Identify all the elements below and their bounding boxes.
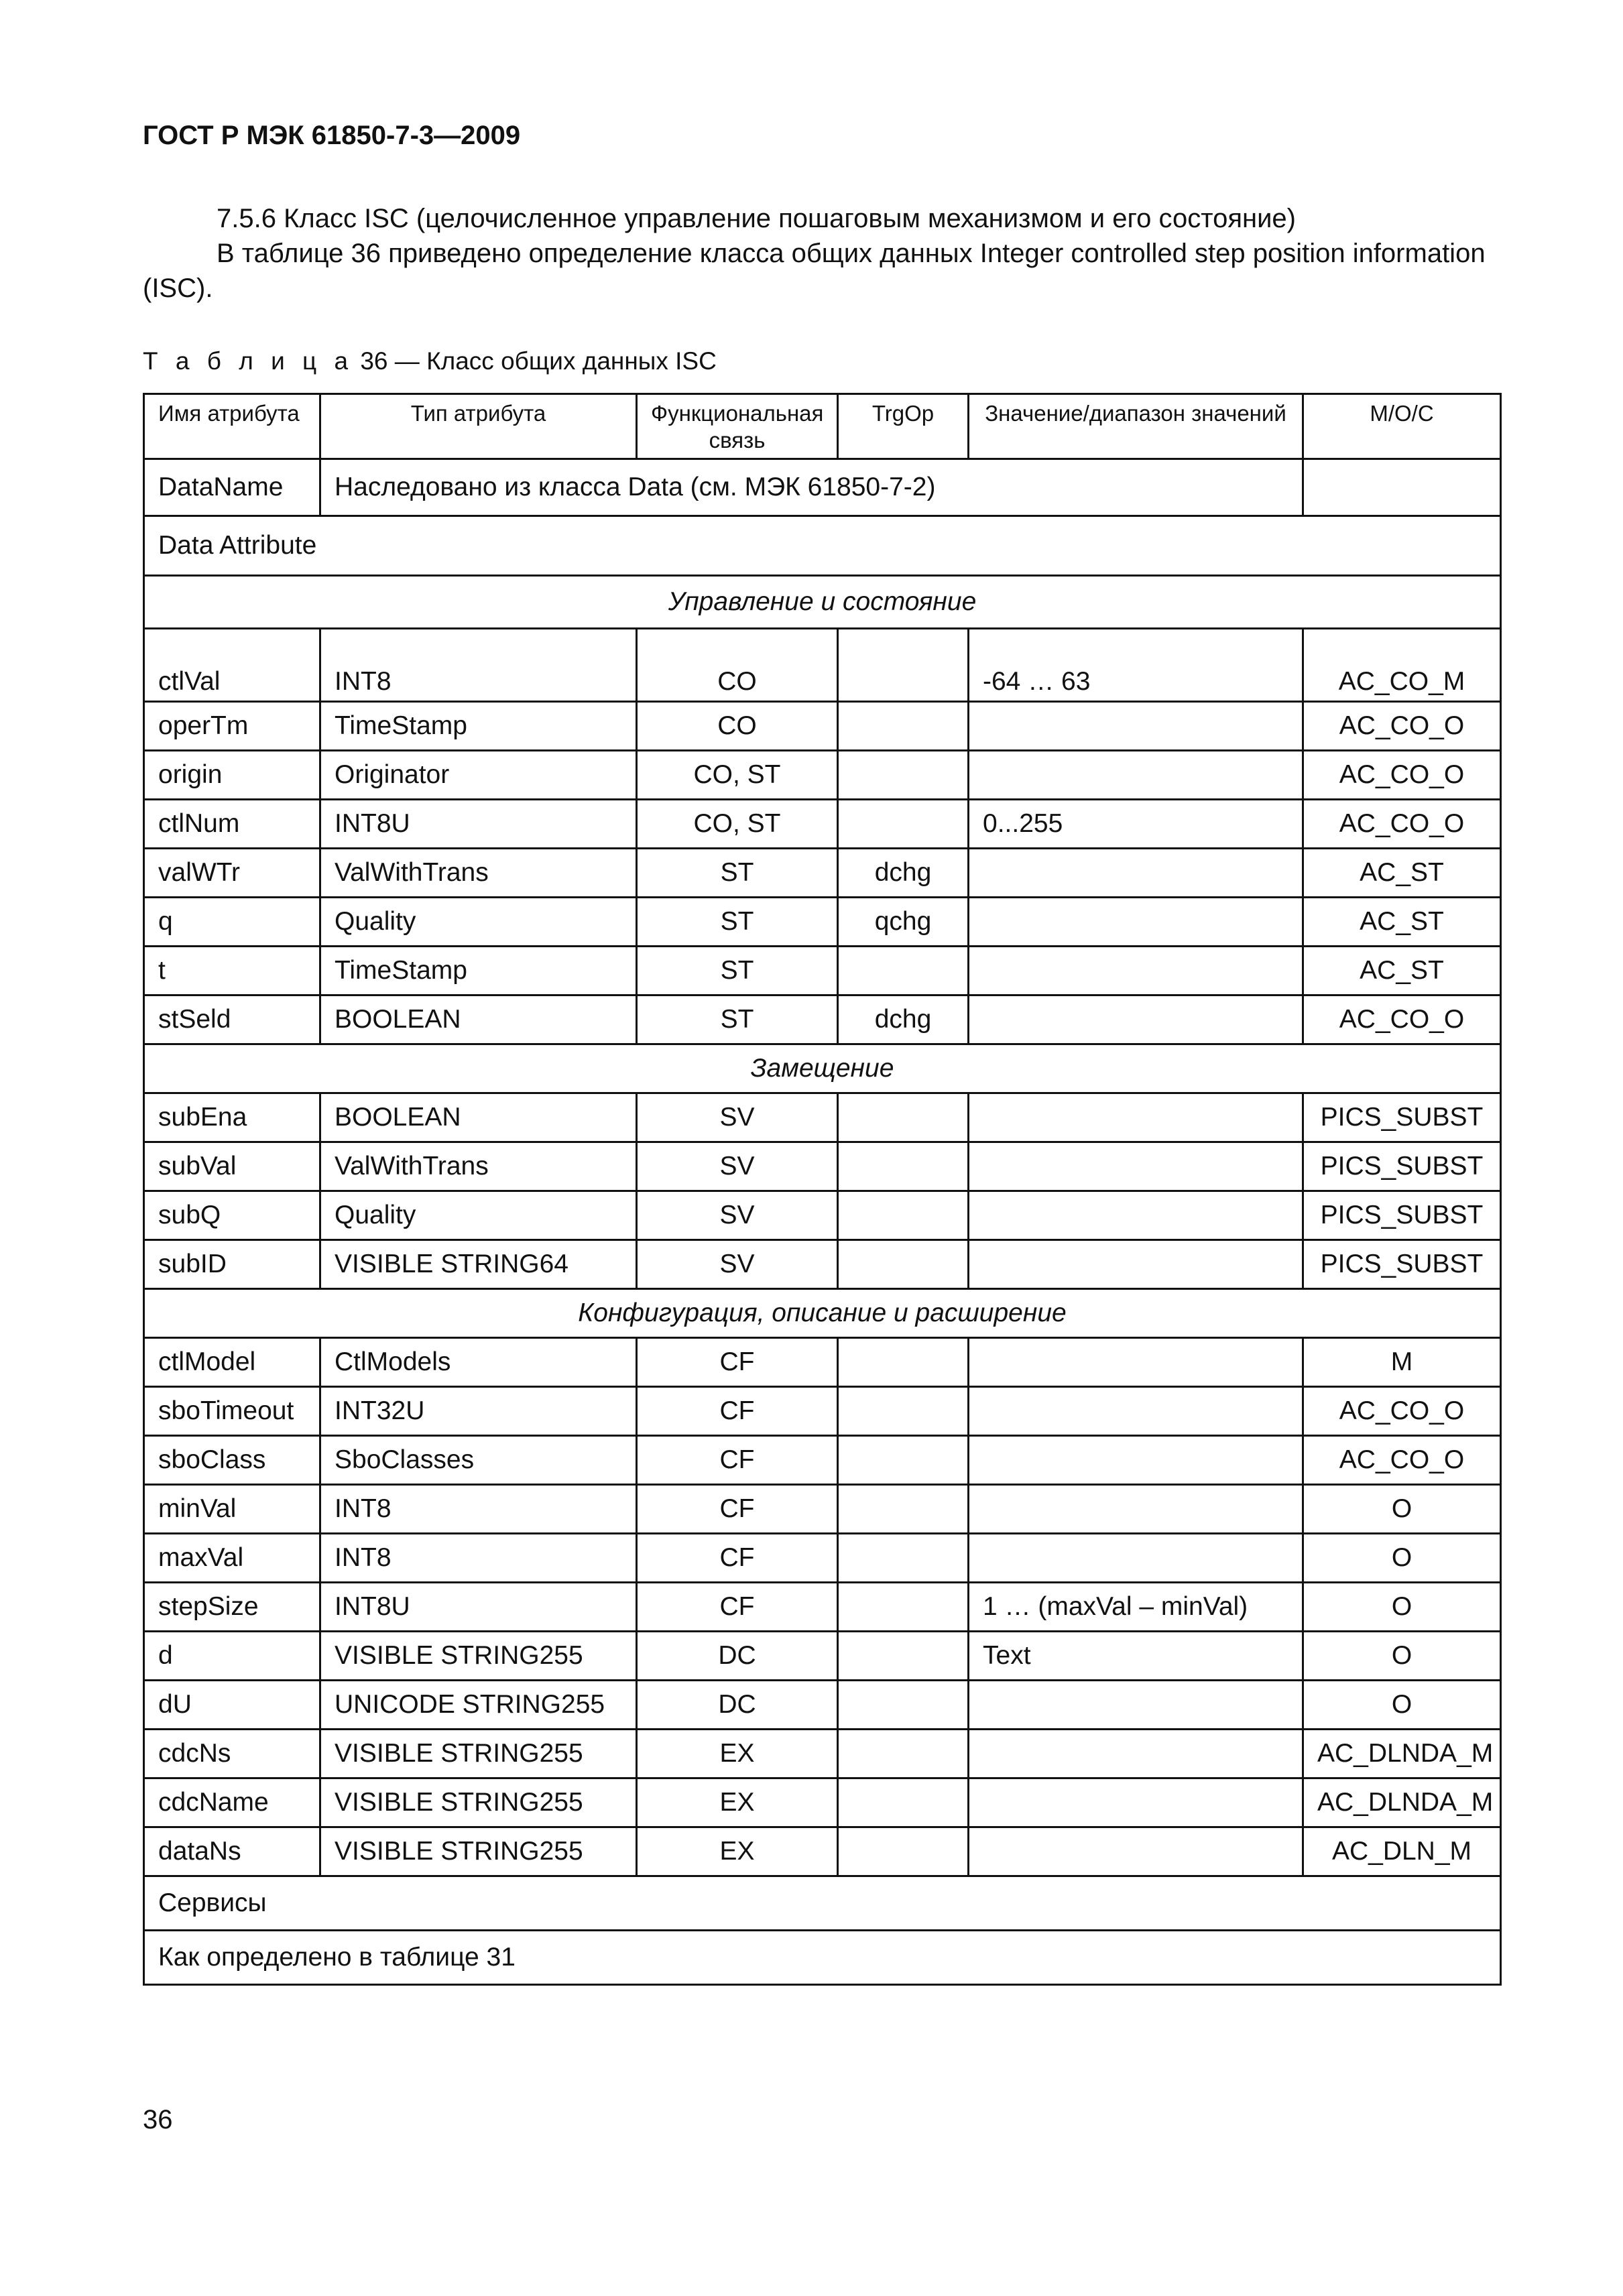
table-cell: cdcName	[144, 1778, 320, 1827]
table-cell	[838, 947, 969, 995]
services-text: Как определено в таблице 31	[144, 1931, 1501, 1985]
table-cell: ctlVal	[144, 629, 320, 702]
table-cell: EX	[637, 1778, 838, 1827]
section-row	[144, 1289, 1501, 1338]
table-row	[144, 629, 1501, 702]
table-cell	[838, 1436, 969, 1485]
table-cell	[838, 1387, 969, 1436]
column-header: Тип атрибута	[320, 394, 637, 459]
table-cell: PICS_SUBST	[1303, 1142, 1501, 1191]
table-row	[144, 1387, 1501, 1436]
section-paragraph-text: В таблице 36 приведено определение класса общих данных Integer controlled step position information (ISC).	[143, 239, 1486, 303]
table-cell	[838, 1240, 969, 1289]
table-cell: AC_ST	[1303, 947, 1501, 995]
table-cell	[838, 702, 969, 751]
table-cell: subVal	[144, 1142, 320, 1191]
table-cell	[838, 1534, 969, 1583]
table-cell: INT8	[320, 629, 637, 702]
table-row	[144, 1778, 1501, 1827]
table-cell	[838, 1681, 969, 1730]
document-header: ГОСТ Р МЭК 61850-7-3—2009	[143, 121, 521, 150]
table-cell: -64 … 63	[969, 629, 1303, 702]
table-cell: AC_CO_O	[1303, 751, 1501, 800]
table-row	[144, 1338, 1501, 1387]
table-cell: INT32U	[320, 1387, 637, 1436]
table-cell: ST	[637, 849, 838, 898]
table-cell: cdcNs	[144, 1730, 320, 1778]
table-caption	[143, 347, 717, 375]
table-cell	[969, 947, 1303, 995]
table-cell: subEna	[144, 1093, 320, 1142]
table-row	[144, 995, 1501, 1044]
table-cell	[838, 1485, 969, 1534]
table-cell: VISIBLE STRING64	[320, 1240, 637, 1289]
table-row	[144, 702, 1501, 751]
table-cell: DC	[637, 1632, 838, 1681]
table-cell: ctlNum	[144, 800, 320, 849]
table-cell: valWTr	[144, 849, 320, 898]
table-cell: O	[1303, 1583, 1501, 1632]
table-cell: VISIBLE STRING255	[320, 1778, 637, 1827]
table-cell: SV	[637, 1191, 838, 1240]
table-cell: AC_ST	[1303, 898, 1501, 947]
table-cell	[969, 1387, 1303, 1436]
table-cell: CF	[637, 1436, 838, 1485]
table-cell: CO, ST	[637, 800, 838, 849]
table-row	[144, 849, 1501, 898]
table-cell: ST	[637, 995, 838, 1044]
page-number: 36	[143, 2105, 173, 2134]
table-cell: BOOLEAN	[320, 995, 637, 1044]
table-cell: subID	[144, 1240, 320, 1289]
table-cell	[838, 1583, 969, 1632]
table-cell	[838, 1142, 969, 1191]
table-cell: CtlModels	[320, 1338, 637, 1387]
table-cell	[838, 1191, 969, 1240]
table-cell: Quality	[320, 1191, 637, 1240]
table-cell: subQ	[144, 1191, 320, 1240]
table-row	[144, 1534, 1501, 1583]
table-cell: TimeStamp	[320, 947, 637, 995]
table-cell	[969, 1436, 1303, 1485]
table-row	[144, 1436, 1501, 1485]
table-cell	[969, 1485, 1303, 1534]
table-cell: CO, ST	[637, 751, 838, 800]
table-cell: 0...255	[969, 800, 1303, 849]
table-cell: 1 … (maxVal – minVal)	[969, 1583, 1303, 1632]
table-cell: PICS_SUBST	[1303, 1191, 1501, 1240]
table-cell: AC_CO_M	[1303, 629, 1501, 702]
table-cell	[969, 702, 1303, 751]
table-cell: INT8U	[320, 1583, 637, 1632]
table-cell: d	[144, 1632, 320, 1681]
table-cell	[969, 1142, 1303, 1191]
table-cell: Text	[969, 1632, 1303, 1681]
table-row	[144, 800, 1501, 849]
table-cell: O	[1303, 1485, 1501, 1534]
table-cell: AC_DLN_M	[1303, 1827, 1501, 1876]
table-cell: Originator	[320, 751, 637, 800]
section-title: Конфигурация, описание и расширение	[144, 1289, 1501, 1338]
table-cell: CF	[637, 1387, 838, 1436]
table-cell	[838, 629, 969, 702]
table-cell	[969, 898, 1303, 947]
table-row	[144, 898, 1501, 947]
data-attribute-label: Data Attribute	[144, 516, 1501, 576]
table-cell: PICS_SUBST	[1303, 1240, 1501, 1289]
table-cell: dchg	[838, 849, 969, 898]
table-cell: ctlModel	[144, 1338, 320, 1387]
table-cell: origin	[144, 751, 320, 800]
services-text-row	[144, 1931, 1501, 1985]
table-cell: O	[1303, 1632, 1501, 1681]
section-heading	[143, 201, 1497, 236]
dataname-label: DataName	[144, 459, 320, 516]
table-cell: SV	[637, 1093, 838, 1142]
table-cell: CO	[637, 629, 838, 702]
table-cell: q	[144, 898, 320, 947]
table-row	[144, 751, 1501, 800]
table-caption-text: 36 — Класс общих данных ISC	[360, 347, 717, 375]
column-header: Функциональная связь	[637, 394, 838, 459]
table-cell: SV	[637, 1240, 838, 1289]
table-cell	[969, 1191, 1303, 1240]
table-cell: CO	[637, 702, 838, 751]
column-header: M/O/C	[1303, 394, 1501, 459]
table-cell	[969, 1730, 1303, 1778]
table-row	[144, 1142, 1501, 1191]
table-cell: AC_DLNDA_M	[1303, 1730, 1501, 1778]
table-cell: AC_CO_O	[1303, 1436, 1501, 1485]
table-cell: INT8	[320, 1485, 637, 1534]
table-row	[144, 1827, 1501, 1876]
table-cell: SV	[637, 1142, 838, 1191]
isc-table	[143, 393, 1502, 1986]
table-cell	[969, 1338, 1303, 1387]
table-cell: dataNs	[144, 1827, 320, 1876]
table-caption-prefix: Т а б л и ц а	[143, 347, 354, 375]
table-cell	[838, 1778, 969, 1827]
table-cell: AC_CO_O	[1303, 995, 1501, 1044]
table-cell: dchg	[838, 995, 969, 1044]
table-row	[144, 1093, 1501, 1142]
table-cell: operTm	[144, 702, 320, 751]
data-attribute-row	[144, 516, 1501, 576]
table-row	[144, 1485, 1501, 1534]
table-row	[144, 1583, 1501, 1632]
services-label: Сервисы	[144, 1876, 1501, 1931]
table-cell: EX	[637, 1730, 838, 1778]
column-header: TrgOp	[838, 394, 969, 459]
table-cell: minVal	[144, 1485, 320, 1534]
table-header-row	[144, 394, 1501, 459]
table-cell: CF	[637, 1534, 838, 1583]
table-cell: ValWithTrans	[320, 1142, 637, 1191]
table-cell: M	[1303, 1338, 1501, 1387]
table-cell	[969, 1534, 1303, 1583]
table-cell: O	[1303, 1534, 1501, 1583]
table-cell: VISIBLE STRING255	[320, 1632, 637, 1681]
table-cell: ST	[637, 898, 838, 947]
section-paragraph	[143, 236, 1497, 306]
table-cell: qchg	[838, 898, 969, 947]
table-cell: PICS_SUBST	[1303, 1093, 1501, 1142]
table-cell: sboClass	[144, 1436, 320, 1485]
section-heading-text: 7.5.6 Класс ISC (целочисленное управление пошаговым механизмом и его состояние)	[217, 204, 1296, 233]
table-row	[144, 1240, 1501, 1289]
services-label-row	[144, 1876, 1501, 1931]
table-row	[144, 1730, 1501, 1778]
section-row	[144, 576, 1501, 629]
table-cell	[969, 849, 1303, 898]
dataname-value: Наследовано из класса Data (см. МЭК 61850-7-2)	[320, 459, 1303, 516]
table-cell: SboClasses	[320, 1436, 637, 1485]
table-cell: BOOLEAN	[320, 1093, 637, 1142]
column-header: Имя атрибута	[144, 394, 320, 459]
table-cell	[838, 1827, 969, 1876]
table-row	[144, 1681, 1501, 1730]
table-cell: CF	[637, 1338, 838, 1387]
table-cell: EX	[637, 1827, 838, 1876]
section-title: Управление и состояние	[144, 576, 1501, 629]
table-cell	[969, 1778, 1303, 1827]
table-cell: UNICODE STRING255	[320, 1681, 637, 1730]
table-cell	[838, 1730, 969, 1778]
table-cell: sboTimeout	[144, 1387, 320, 1436]
table-cell	[969, 1681, 1303, 1730]
table-cell	[969, 751, 1303, 800]
column-header: Значение/диапазон значений	[969, 394, 1303, 459]
table-cell: t	[144, 947, 320, 995]
table-cell: VISIBLE STRING255	[320, 1827, 637, 1876]
table-cell	[969, 1240, 1303, 1289]
table-cell: VISIBLE STRING255	[320, 1730, 637, 1778]
table-cell	[969, 1093, 1303, 1142]
table-cell: AC_DLNDA_M	[1303, 1778, 1501, 1827]
table-cell: AC_CO_O	[1303, 800, 1501, 849]
table-cell: INT8	[320, 1534, 637, 1583]
table-cell: AC_ST	[1303, 849, 1501, 898]
table-cell	[838, 751, 969, 800]
section-row	[144, 1044, 1501, 1093]
table-cell: maxVal	[144, 1534, 320, 1583]
table-cell: O	[1303, 1681, 1501, 1730]
table-cell: INT8U	[320, 800, 637, 849]
section-title: Замещение	[144, 1044, 1501, 1093]
table-row	[144, 1632, 1501, 1681]
table-row	[144, 1191, 1501, 1240]
table-cell: Quality	[320, 898, 637, 947]
table-cell	[838, 1093, 969, 1142]
table-cell	[969, 995, 1303, 1044]
table-cell	[838, 800, 969, 849]
table-cell: CF	[637, 1583, 838, 1632]
table-cell: CF	[637, 1485, 838, 1534]
table-cell: stepSize	[144, 1583, 320, 1632]
table-cell	[838, 1632, 969, 1681]
table-cell	[838, 1338, 969, 1387]
table-cell: AC_CO_O	[1303, 1387, 1501, 1436]
table-cell: AC_CO_O	[1303, 702, 1501, 751]
dataname-moc	[1303, 459, 1501, 516]
table-cell: dU	[144, 1681, 320, 1730]
table-cell: ValWithTrans	[320, 849, 637, 898]
table-cell: DC	[637, 1681, 838, 1730]
table-row	[144, 947, 1501, 995]
table-cell: TimeStamp	[320, 702, 637, 751]
table-cell: stSeld	[144, 995, 320, 1044]
dataname-row	[144, 459, 1501, 516]
table-cell: ST	[637, 947, 838, 995]
table-cell	[969, 1827, 1303, 1876]
